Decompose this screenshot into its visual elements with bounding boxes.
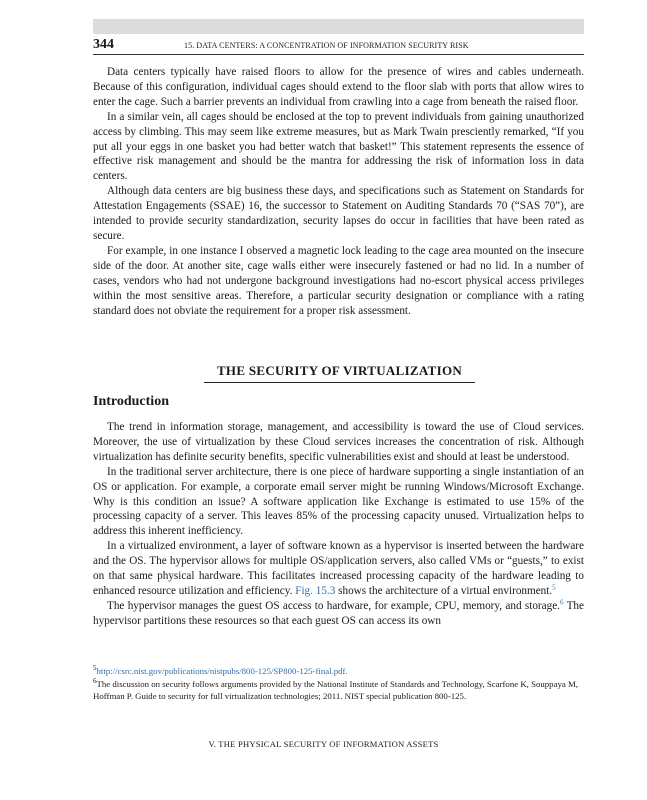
footnote-url-link[interactable]: http://csrc.nist.gov/publications/nistpubs/800-125/SP800-125-final.pdf. (96, 666, 348, 676)
paragraph-text: The hypervisor manages the guest OS access to hardware, for example, CPU, memory, and storage. (107, 599, 560, 612)
page-header (93, 36, 584, 55)
footnote-mark: 5 (93, 664, 97, 673)
footnote-text: The discussion on security follows arguments provided by the National Institute of Standards and Technology, Scarfone K, Souppaya M, Hoffman P. Guide to security for full virtualization technologies; 2011. NIST special publication 800-125. (93, 678, 578, 702)
body-text-bottom (93, 420, 584, 629)
figure-link[interactable]: Fig. 15.3 (295, 584, 336, 597)
footnotes (93, 665, 584, 703)
running-title: 15. DATA CENTERS: A CONCENTRATION OF INFORMATION SECURITY RISK (184, 41, 469, 50)
paragraph: For example, in one instance I observed a magnetic lock leading to the cage area mounted on the insecure side of the door. At another site, cage walls either were insecurely fastened or had no lid. In a number of cases, vendors who had not undergone background investigations had no-escort physical access privileges within the most sensitive areas. Therefore, a particular security designation or compliance with a rating standard does not obviate the requirement for a proper risk assessment. (93, 244, 584, 317)
footnote-ref-5[interactable]: 5 (552, 583, 556, 592)
subsection-title: Introduction (93, 394, 169, 409)
page-number: 344 (93, 37, 114, 52)
paragraph: In a similar vein, all cages should be enclosed at the top to prevent individuals from gaining unauthorized access by climbing. This may seem like extreme measures, but as Mark Twain presciently remarked, “If you put all your eggs in one basket you had better watch that basket!” This statement represents the essence of effective risk management and should be the mantra for addressing the risk of information loss in data centers. (93, 110, 584, 183)
footnote-mark: 6 (93, 676, 97, 685)
footnote-ref-6[interactable]: 6 (559, 598, 564, 607)
paragraph: In the traditional server architecture, there is one piece of hardware supporting a single instantiation of an OS or application. For example, a corporate email server might be running Windows/Microsoft Exchange. Why is this condition an issue? A software application like Exchange is estimated to use 15% of the processing capacity of a server. This leaves 85% of the processing capacity unused. Virtualization helps to address this inherent inefficiency. (93, 465, 584, 538)
paragraph (93, 599, 584, 629)
paragraph (93, 539, 584, 599)
footnote-5 (93, 665, 584, 678)
paragraph: Although data centers are big business these days, and specifications such as Statement on Standards for Attestation Engagements (SSAE) 16, the successor to Statement on Auditing Standards 70 (“SAS 70”), are intended to provide security standardization, security lapses do occur in facilities that have been rated as secure. (93, 185, 584, 242)
section-title: THE SECURITY OF VIRTUALIZATION (204, 363, 475, 383)
footnote-6 (93, 678, 584, 703)
top-decorative-bar (93, 19, 584, 34)
body-text-top (93, 65, 584, 318)
page-footer: V. THE PHYSICAL SECURITY OF INFORMATION ASSETS (208, 739, 439, 749)
paragraph-text: shows the architecture of a virtual environment. (338, 584, 553, 597)
paragraph-text: The hypervisor partitions these resources so that each guest OS can access its own (93, 599, 584, 627)
paragraph-text: In a virtualized environment, a layer of software known as a hypervisor is inserted between the hardware and the OS. The hypervisor allows for multiple OS/application servers, also called VMs or “guests,” to exist on that same physical hardware. This facilitates increased processing capacity of the hardware leading to enhanced resource utilization and efficiency. (93, 540, 584, 597)
paragraph: The trend in information storage, management, and accessibility is toward the use of Cloud services. Moreover, the use of virtualization by these Cloud services increases the concentration of risk. Although virtualization has definite security benefits, specific vulnerabilities exist and should at least be understood. (93, 421, 584, 463)
paragraph: Data centers typically have raised floors to allow for the presence of wires and cables underneath. Because of this configuration, individual cages should extend to the floor slab with ports that allow wires to enter the cage. Such a barrier prevents an individual from crawling into a cage from beneath the raised floor. (93, 66, 584, 108)
